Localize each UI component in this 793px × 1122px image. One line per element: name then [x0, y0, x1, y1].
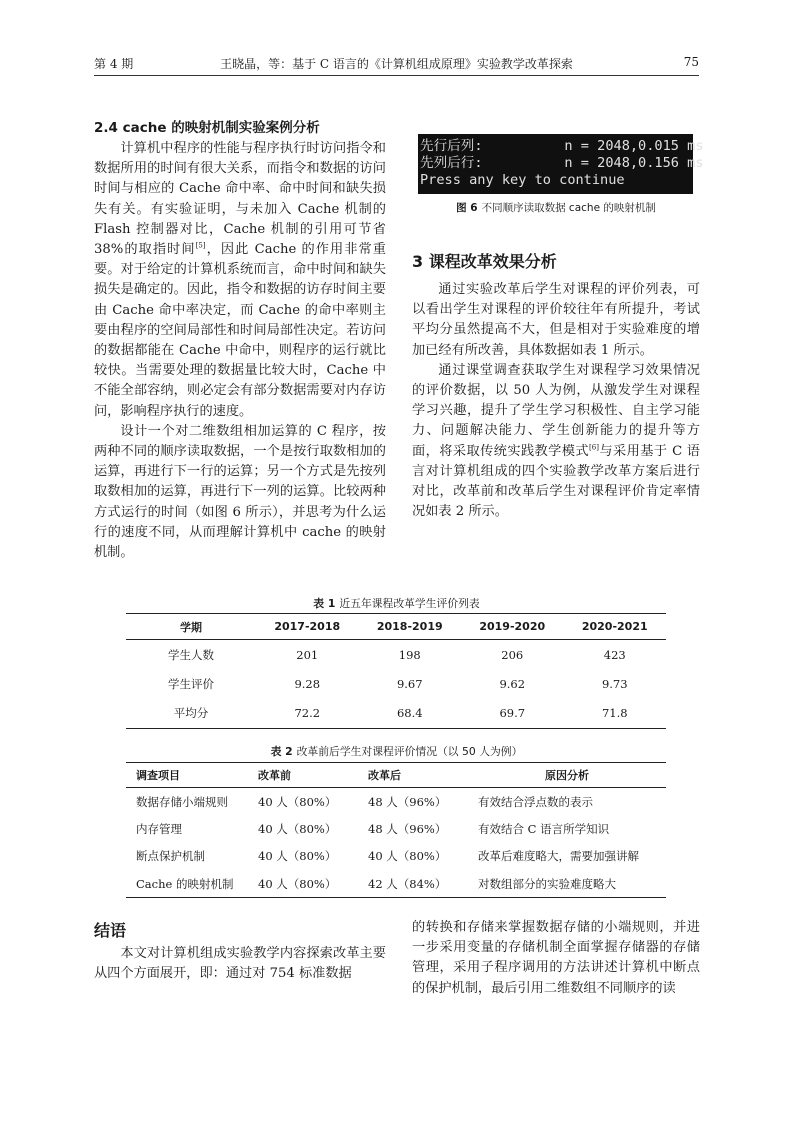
column-header: 2019-2020 — [461, 614, 564, 640]
terminal-line: 先行后列: n = 2048,0.015 ms — [420, 138, 704, 154]
page-number: 75 — [683, 55, 699, 69]
citation-ref: [5] — [195, 241, 206, 250]
table-cell: 40 人（80%） — [258, 794, 337, 809]
figure-6-caption — [412, 200, 700, 215]
table-cell: 201 — [296, 647, 319, 662]
table-caption-text: 改革前后学生对课程评价情况（以 50 人为例） — [296, 745, 523, 758]
column-header: 改革后 — [358, 763, 468, 788]
table-1-caption — [0, 596, 793, 611]
table-row — [126, 788, 666, 816]
figure-label: 图 6 — [456, 202, 478, 214]
table-cell: 9.73 — [601, 676, 628, 691]
table-2 — [126, 762, 666, 898]
table-cell: 68.4 — [396, 706, 423, 720]
column-header: 调查项目 — [126, 763, 248, 788]
section-2-4-paragraph-1 — [94, 139, 386, 422]
table-cell: 48 人（96%） — [368, 794, 447, 809]
table-row — [126, 699, 666, 729]
table-cell: 71.8 — [601, 706, 628, 720]
section-3-paragraph-1: 通过实验改革后学生对课程的评价列表，可以看出学生对课程的评价较往年有所提升，考试平均分虽然提高不大，但是相对于实验难度的增加已经有所改善，具体数据如表 1 所示。 — [412, 282, 700, 358]
table-row — [126, 870, 666, 898]
table-cell: 72.2 — [294, 706, 321, 720]
table-cell: 423 — [603, 647, 626, 662]
table-cell: Cache 的映射机制 — [136, 876, 234, 891]
table-label: 表 1 — [313, 597, 336, 610]
table-row — [126, 815, 666, 843]
table-cell: 内存管理 — [136, 821, 182, 836]
table-cell: 40 人（80%） — [368, 849, 447, 864]
conclusion-right-column — [412, 918, 700, 999]
table-cell: 数据存储小端规则 — [136, 794, 228, 809]
column-header: 学期 — [126, 614, 256, 640]
conclusion-heading: 结语 — [94, 921, 127, 940]
column-header: 改革前 — [248, 763, 358, 788]
conclusion-paragraph-continued: 的转换和存储来掌握数据存储的小端规则，并进一步采用变量的存储机制全面掌握存储器的存储管理，采用子程序调用的方法讲述计算机中断点的保护机制，最后引用二维数组不同顺序的读 — [412, 920, 700, 996]
table-cell: 有效结合浮点数的表示 — [478, 794, 593, 809]
terminal-line: Press any key to continue — [420, 172, 625, 188]
column-header: 2017-2018 — [256, 614, 359, 640]
table-cell: 9.28 — [294, 676, 321, 691]
table-cell: 198 — [398, 647, 421, 662]
table-header-row — [126, 614, 666, 640]
column-header: 原因分析 — [468, 763, 666, 788]
section-2-4-heading: 2.4 cache 的映射机制实验案例分析 — [94, 120, 320, 136]
table-cell: 206 — [501, 647, 524, 662]
table-row — [126, 640, 666, 670]
paragraph-text: 与采用基于 C 语言对计算机组成的四个实验教学改革方案后进行对比，改革前和改革后学生对课程评价肯定率情况如表 2 所示。 — [412, 443, 700, 520]
table-cell: 48 人（96%） — [368, 821, 447, 836]
issue-number: 第 4 期 — [94, 57, 134, 71]
terminal-output-figure — [418, 134, 704, 194]
table-cell: 42 人（84%） — [368, 876, 447, 891]
conclusion-paragraph-start: 本文对计算机组成实验教学内容探索改革主要从四个方面展开，即：通过对 754 标准数据 — [94, 946, 386, 982]
figure-caption-text: 不同顺序读取数据 cache 的映射机制 — [481, 202, 656, 214]
section-3-paragraph-2 — [412, 361, 700, 523]
paragraph-text: ，因此 Cache 的作用非常重要。对于给定的计算机系统而言，命中时间和缺失损失是确定的。因此，指令和数据的访存时间主要由 Cache 命中率决定，而 Cache 的命中率则主要由程序的空间局部性和时间局部性决定。若访问的数据都能在 Cache 中命中，则程序的运行就比较快。当需要处理的数据量比较大时，Cache 中不能全部容纳，则必定会有部分数据需要对内存访问，影响程序执行的速度。 — [94, 242, 386, 419]
table-cell: 学生人数 — [168, 647, 214, 662]
running-title: 王晓晶，等：基于 C 语言的《计算机组成原理》实验教学改革探索 — [220, 57, 573, 71]
table-label: 表 2 — [270, 745, 293, 758]
table-cell: 9.67 — [396, 676, 423, 691]
table-cell: 学生评价 — [168, 676, 214, 691]
paragraph-text: 通过课堂调查获取学生对课程学习效果情况的评价数据，以 50 人为例，从激发学生对课程学习兴趣，提升了学生学习积极性、自主学习能力、问题解决能力、学生创新能力的提升等方面，将采取传统实践教学模式 — [412, 362, 700, 459]
table-cell: 有效结合 C 语言所学知识 — [478, 821, 610, 836]
table-cell: 改革后难度略大，需要加强讲解 — [478, 849, 639, 864]
table-cell: 断点保护机制 — [136, 849, 205, 864]
table-1 — [126, 613, 666, 729]
column-header: 2020-2021 — [564, 614, 667, 640]
running-header — [94, 52, 699, 76]
table-cell: 对数组部分的实验难度略大 — [478, 876, 616, 891]
table-row — [126, 669, 666, 699]
table-row — [126, 843, 666, 871]
column-header: 2018-2019 — [359, 614, 462, 640]
citation-ref: [6] — [589, 443, 599, 452]
table-cell: 9.62 — [499, 676, 526, 691]
section-2-4-paragraph-2: 设计一个对二维数组相加运算的 C 程序，按两种不同的顺序读取数据，一个是按行取数相加的运算，再进行下一行的运算；另一个方式是先按列取数相加的运算，再进行下一列的运算。比较两种方式运行的时间（如图 6 所示），并思考为什么运行的速度不同，从而理解计算机中 cache 的映射机制。 — [94, 423, 386, 561]
table-cell: 40 人（80%） — [258, 876, 337, 891]
table-cell: 69.7 — [499, 706, 526, 720]
conclusion-left-column — [94, 944, 386, 984]
paragraph-text: 计算机中程序的性能与程序执行时访问指令和数据所用的时间有很大关系，而指令和数据的访问时间与相应的 Cache 命中率、命中时间和缺失损失有关。有实验证明，与未加入 Cache 机制的 Flash 控制器对比，Cache 机制的引用可节省 38%的取指时间 — [94, 141, 386, 258]
table-header-row — [126, 763, 666, 788]
terminal-line: 先列后行: n = 2048,0.156 ms — [420, 155, 704, 171]
table-cell: 40 人（80%） — [258, 849, 337, 864]
right-column — [412, 280, 700, 522]
section-3-heading: 3 课程改革效果分析 — [412, 252, 557, 271]
left-column — [94, 118, 386, 563]
table-cell: 平均分 — [173, 706, 209, 720]
table-cell: 40 人（80%） — [258, 821, 337, 836]
table-caption-text: 近五年课程改革学生评价列表 — [339, 597, 480, 610]
table-2-caption — [0, 744, 793, 759]
